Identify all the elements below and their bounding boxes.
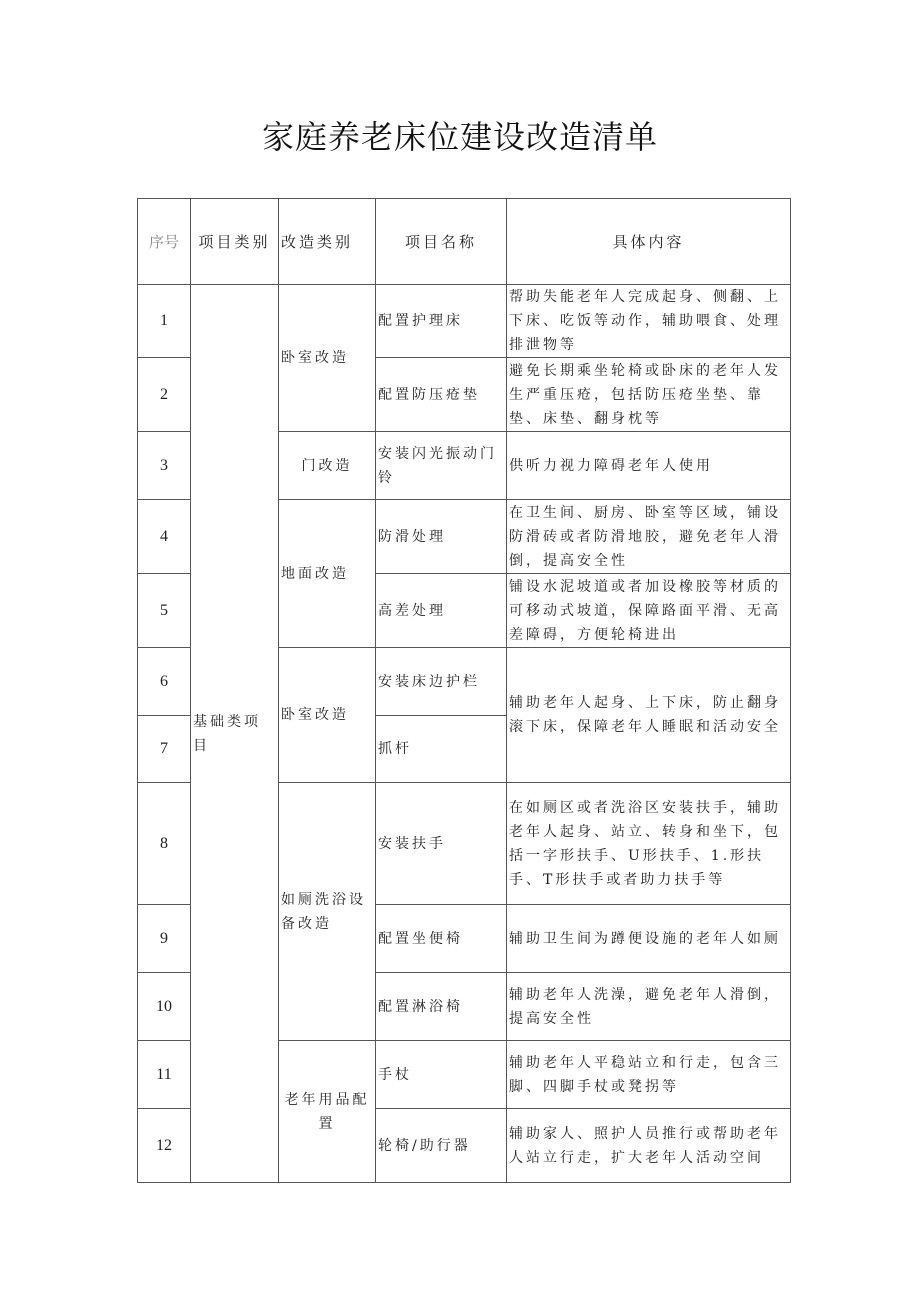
item-content: 避免长期乘坐轮椅或卧床的老年人发生严重压疮，包括防压疮坐垫、靠垫、床垫、翻身枕等 [507,358,791,432]
table-header-row [138,199,791,285]
page-title: 家庭养老床位建设改造清单 [261,118,658,156]
row-number: 7 [138,716,191,783]
item-name: 手杖 [376,1041,507,1109]
item-name: 安装闪光振动门铃 [376,432,507,500]
item-content: 辅助老年人洗澡，避免老年人滑倒，提高安全性 [507,973,791,1041]
row-number: 1 [138,285,191,358]
item-name: 配置防压疮垫 [376,358,507,432]
row-number: 2 [138,358,191,432]
renovation-category: 地面改造 [279,500,376,648]
header-renovation-category: 改造类别 [279,199,376,285]
item-name: 配置淋浴椅 [376,973,507,1041]
item-content: 辅助卫生间为蹲便设施的老年人如厕 [507,905,791,973]
item-content: 辅助老年人平稳站立和行走，包含三脚、四脚手杖或凳拐等 [507,1041,791,1109]
item-name: 高差处理 [376,574,507,648]
row-number: 10 [138,973,191,1041]
item-content: 供听力视力障碍老年人使用 [507,432,791,500]
item-content: 辅助家人、照护人员推行或帮助老年人站立行走，扩大老年人活动空间 [507,1109,791,1183]
renovation-category: 如厕洗浴设备改造 [279,783,376,1041]
item-content: 辅助老年人起身、上下床，防止翻身滚下床，保障老年人睡眠和活动安全 [507,648,791,783]
row-number: 11 [138,1041,191,1109]
row-number: 3 [138,432,191,500]
renovation-category: 卧室改造 [279,285,376,432]
row-number: 8 [138,783,191,905]
row-number: 4 [138,500,191,574]
header-item-name: 项目名称 [376,199,507,285]
header-content: 具体内容 [507,199,791,285]
item-category: 基础类项目 [191,285,279,1183]
header-no: 序号 [138,199,191,285]
item-name: 轮椅/助行器 [376,1109,507,1183]
item-content: 铺设水泥坡道或者加设橡胶等材质的可移动式坡道，保障路面平滑、无高差障碍，方便轮椅进出 [507,574,791,648]
row-number: 5 [138,574,191,648]
renovation-table [137,198,791,1183]
row-number: 6 [138,648,191,716]
item-content: 帮助失能老年人完成起身、侧翻、上下床、吃饭等动作，辅助喂食、处理排泄物等 [507,285,791,358]
table-row [138,285,791,358]
renovation-category: 门改造 [279,432,376,500]
header-item-category: 项目类别 [191,199,279,285]
renovation-category: 老年用品配置 [279,1041,376,1183]
renovation-category: 卧室改造 [279,648,376,783]
row-number: 12 [138,1109,191,1183]
item-content: 在如厕区或者洗浴区安装扶手，辅助老年人起身、站立、转身和坐下，包括一字形扶手、U形扶手、1.形扶手、T形扶手或者助力扶手等 [507,783,791,905]
item-content: 在卫生间、厨房、卧室等区域，铺设防滑砖或者防滑地胶，避免老年人滑倒，提高安全性 [507,500,791,574]
item-name: 安装床边护栏 [376,648,507,716]
item-name: 防滑处理 [376,500,507,574]
item-name: 安装扶手 [376,783,507,905]
item-name: 配置护理床 [376,285,507,358]
item-name: 抓杆 [376,716,507,783]
item-name: 配置坐便椅 [376,905,507,973]
row-number: 9 [138,905,191,973]
